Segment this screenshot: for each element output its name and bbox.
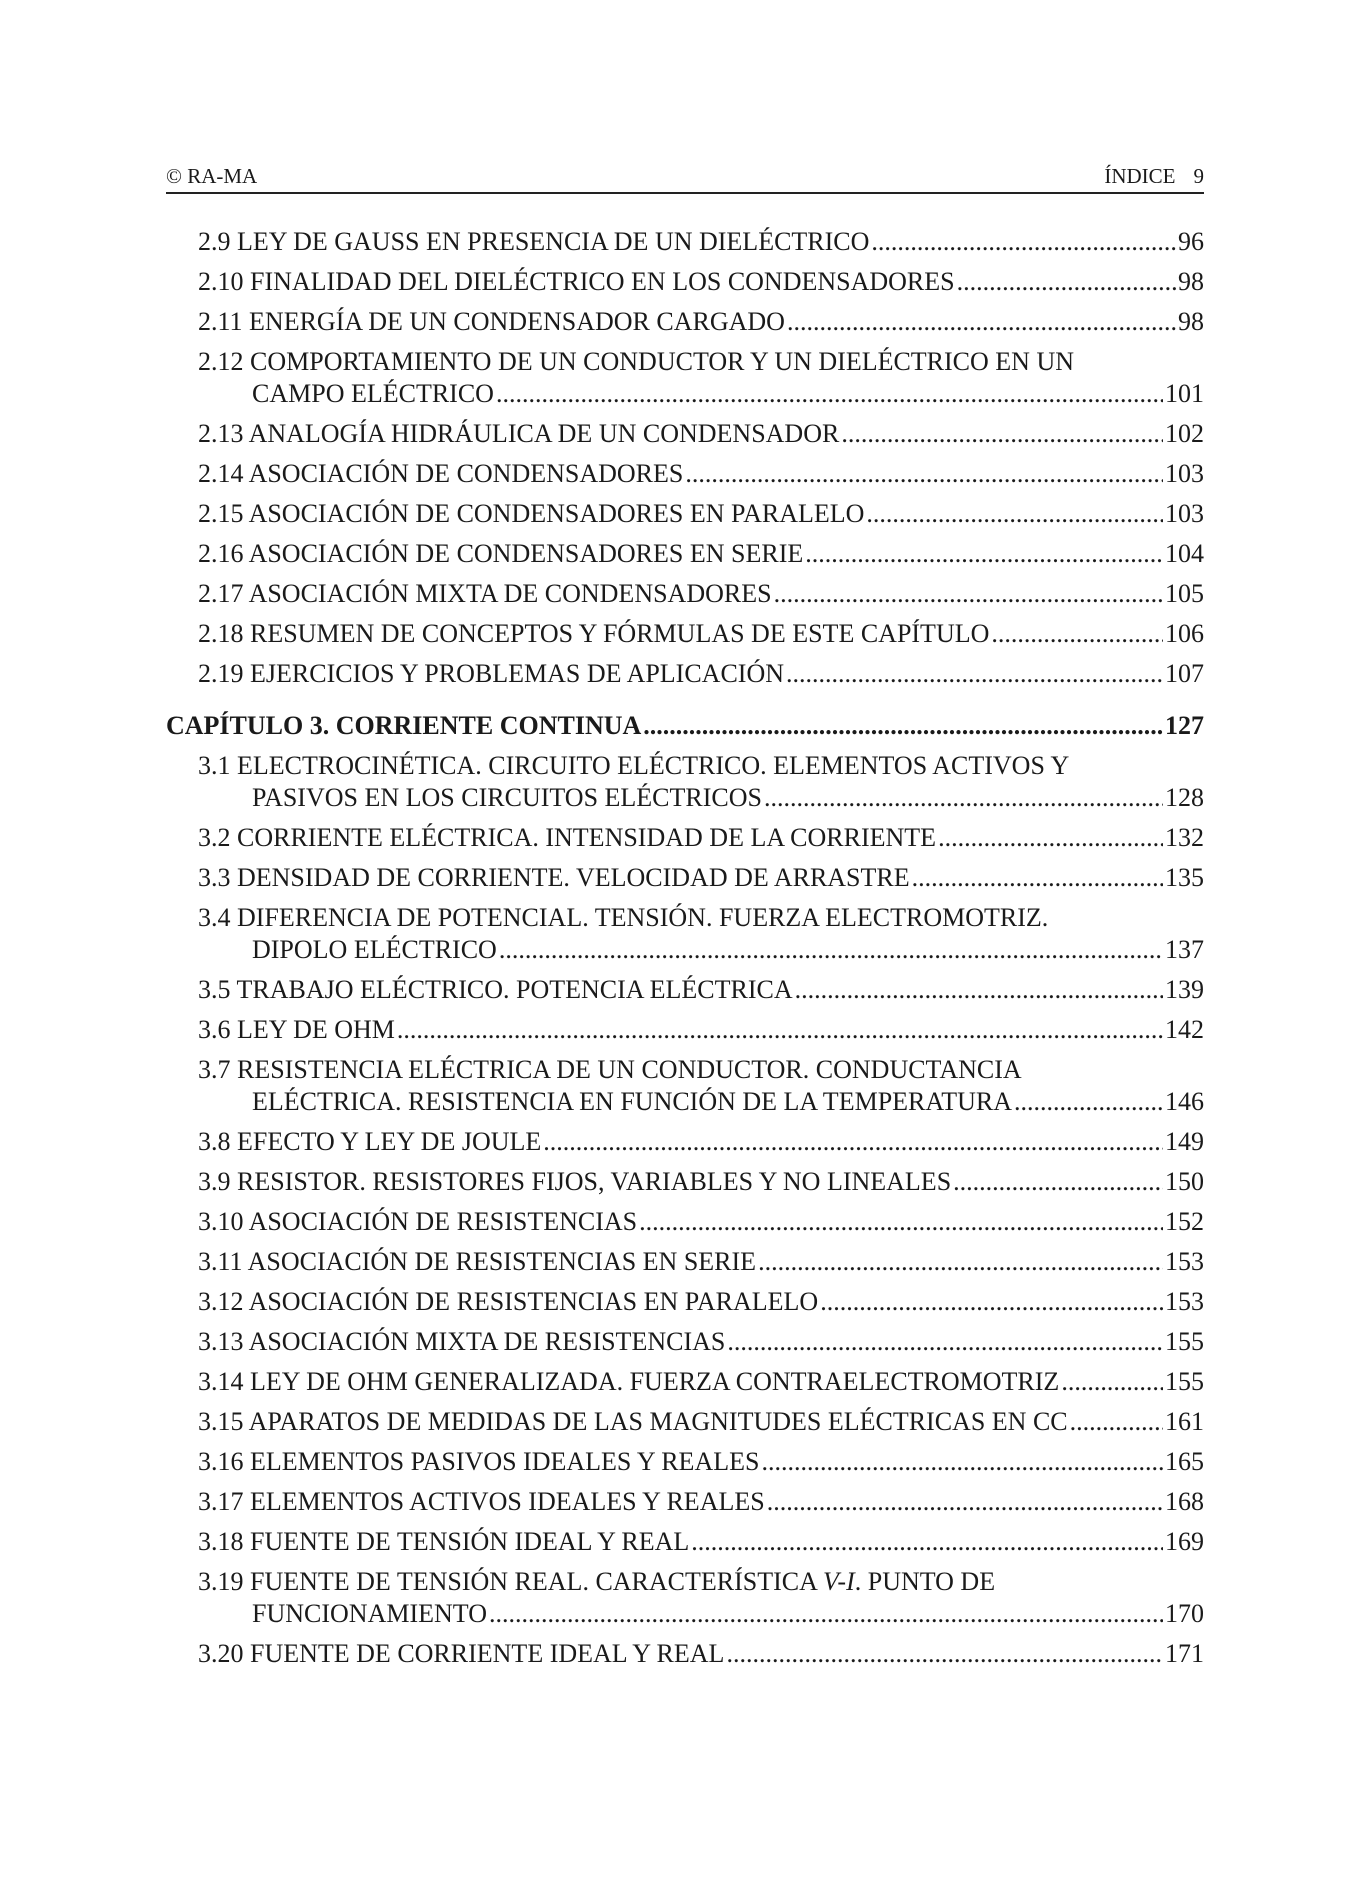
dot-leader: [912, 862, 1163, 894]
toc-entry-title: 3.18 FUENTE DE TENSIÓN IDEAL Y REAL: [198, 1527, 690, 1556]
dot-leader: [866, 498, 1163, 530]
toc-entry-page: 98: [1178, 307, 1204, 336]
toc-entry-title: 2.11 ENERGÍA DE UN CONDENSADOR CARGADO: [198, 307, 785, 336]
toc-entry-title: 3.20 FUENTE DE CORRIENTE IDEAL Y REAL: [198, 1639, 725, 1668]
dot-leader: [820, 1286, 1163, 1318]
toc-entry: [166, 266, 1204, 298]
toc-entry-title: [198, 1566, 1204, 1598]
toc-entry: [166, 1014, 1204, 1046]
dot-leader: [761, 1446, 1163, 1478]
toc-entry-page: 103: [1165, 459, 1204, 488]
toc-entry-page: 102: [1165, 419, 1204, 448]
toc-entry-page: 137: [1165, 935, 1204, 964]
toc-entry: [166, 498, 1204, 530]
toc-entry: [166, 822, 1204, 854]
toc-entry: [166, 1486, 1204, 1518]
toc-entry-title: 3.11 ASOCIACIÓN DE RESISTENCIAS EN SERIE: [198, 1247, 757, 1276]
toc-entry-page: 106: [1165, 619, 1204, 648]
toc-entry-page: 171: [1165, 1639, 1204, 1668]
toc-entry-title: 3.1 ELECTROCINÉTICA. CIRCUITO ELÉCTRICO. ELEMENTOS ACTIVOS Y: [198, 751, 1070, 780]
toc-chapter-entry: [166, 710, 1204, 742]
dot-leader: [496, 378, 1163, 410]
dot-leader: [726, 1638, 1163, 1670]
toc-entry-title: 2.12 COMPORTAMIENTO DE UN CONDUCTOR Y UN DIELÉCTRICO EN UN: [198, 347, 1075, 376]
dot-leader: [786, 658, 1163, 690]
table-of-contents: [166, 226, 1204, 1678]
dot-leader: [685, 458, 1163, 490]
toc-entry-title-continued: CAMPO ELÉCTRICO: [252, 379, 494, 408]
dot-leader: [1014, 1086, 1163, 1118]
toc-entry-page: 107: [1165, 659, 1204, 688]
dot-leader: [871, 226, 1176, 258]
toc-entry: [166, 578, 1204, 610]
toc-entry: [166, 1526, 1204, 1558]
toc-entry-title: 3.7 RESISTENCIA ELÉCTRICA DE UN CONDUCTOR. CONDUCTANCIA: [198, 1055, 1022, 1084]
toc-entry-title: 2.17 ASOCIACIÓN MIXTA DE CONDENSADORES: [198, 579, 772, 608]
toc-entry-title-part: . PUNTO DE: [854, 1567, 996, 1596]
toc-entry: [166, 346, 1204, 410]
toc-entry-page: 165: [1165, 1447, 1204, 1476]
chapter-title: CAPÍTULO 3. CORRIENTE CONTINUA: [166, 711, 642, 740]
running-head: [1104, 164, 1204, 189]
toc-entry-page: 139: [1165, 975, 1204, 1004]
dot-leader: [727, 1326, 1163, 1358]
toc-entry-title: 3.4 DIFERENCIA DE POTENCIAL. TENSIÓN. FUERZA ELECTROMOTRIZ.: [198, 903, 1049, 932]
toc-entry: [166, 1246, 1204, 1278]
toc-entry: [166, 1566, 1204, 1630]
dot-leader: [774, 578, 1163, 610]
toc-entry-page: 135: [1165, 863, 1204, 892]
toc-entry: [166, 1126, 1204, 1158]
toc-entry: [166, 1446, 1204, 1478]
toc-entry-title: 3.6 LEY DE OHM: [198, 1015, 395, 1044]
toc-entry: [166, 974, 1204, 1006]
dot-leader: [499, 934, 1163, 966]
toc-entry-page: 149: [1165, 1127, 1204, 1156]
toc-entry: [166, 862, 1204, 894]
dot-leader: [758, 1246, 1163, 1278]
toc-entry-title: 3.15 APARATOS DE MEDIDAS DE LAS MAGNITUDES ELÉCTRICAS EN CC: [198, 1407, 1068, 1436]
toc-entry-page: 152: [1165, 1207, 1204, 1236]
toc-entry-title: 2.10 FINALIDAD DEL DIELÉCTRICO EN LOS CONDENSADORES: [198, 267, 955, 296]
toc-entry-title-italic: V-I: [822, 1567, 855, 1596]
toc-entry: [166, 750, 1204, 814]
toc-entry-title: 3.8 EFECTO Y LEY DE JOULE: [198, 1127, 542, 1156]
toc-entry: [166, 1054, 1204, 1118]
toc-entry: [166, 658, 1204, 690]
toc-entry-page: 103: [1165, 499, 1204, 528]
dot-leader: [767, 1486, 1163, 1518]
dot-leader: [543, 1126, 1163, 1158]
toc-entry-page: 161: [1165, 1407, 1204, 1436]
toc-entry: [166, 538, 1204, 570]
toc-entry-title: 3.17 ELEMENTOS ACTIVOS IDEALES Y REALES: [198, 1487, 765, 1516]
toc-entry-title: 3.5 TRABAJO ELÉCTRICO. POTENCIA ELÉCTRICA: [198, 975, 793, 1004]
toc-entry-title-continued: ELÉCTRICA. RESISTENCIA EN FUNCIÓN DE LA TEMPERATURA: [252, 1087, 1013, 1116]
dot-leader: [691, 1526, 1163, 1558]
toc-entry: [166, 1326, 1204, 1358]
toc-entry-title-continued: DIPOLO ELÉCTRICO: [252, 935, 497, 964]
dot-leader: [841, 418, 1163, 450]
toc-entry-page: 153: [1165, 1247, 1204, 1276]
dot-leader: [1070, 1406, 1163, 1438]
dot-leader: [957, 266, 1176, 298]
dot-leader: [489, 1598, 1163, 1630]
toc-entry-title: 3.9 RESISTOR. RESISTORES FIJOS, VARIABLES Y NO LINEALES: [198, 1167, 952, 1196]
toc-entry-page: 155: [1165, 1327, 1204, 1356]
toc-entry: [166, 1366, 1204, 1398]
toc-entry-page: 98: [1178, 267, 1204, 296]
toc-entry-page: 169: [1165, 1527, 1204, 1556]
toc-entry-title: 3.2 CORRIENTE ELÉCTRICA. INTENSIDAD DE LA CORRIENTE: [198, 823, 937, 852]
dot-leader: [764, 782, 1163, 814]
toc-entry-title: 2.14 ASOCIACIÓN DE CONDENSADORES: [198, 459, 684, 488]
toc-entry-page: 104: [1165, 539, 1204, 568]
toc-entry: [166, 458, 1204, 490]
dot-leader: [938, 822, 1163, 854]
toc-entry-title-part: 3.19 FUENTE DE TENSIÓN REAL. CARACTERÍSTICA: [198, 1567, 823, 1596]
dot-leader: [953, 1166, 1163, 1198]
toc-entry-page: 142: [1165, 1015, 1204, 1044]
toc-entry-page: 105: [1165, 579, 1204, 608]
section-label: ÍNDICE: [1104, 164, 1176, 188]
dot-leader: [787, 306, 1176, 338]
toc-entry-title-continued: PASIVOS EN LOS CIRCUITOS ELÉCTRICOS: [252, 783, 762, 812]
page-header: [166, 162, 1204, 194]
dot-leader: [991, 618, 1163, 650]
toc-entry-title: 3.14 LEY DE OHM GENERALIZADA. FUERZA CONTRAELECTROMOTRIZ: [198, 1367, 1060, 1396]
toc-entry-page: 132: [1165, 823, 1204, 852]
toc-entry-title: 2.19 EJERCICIOS Y PROBLEMAS DE APLICACIÓN: [198, 659, 785, 688]
toc-entry: [166, 418, 1204, 450]
toc-entry-page: 153: [1165, 1287, 1204, 1316]
toc-entry-title: 2.16 ASOCIACIÓN DE CONDENSADORES EN SERIE: [198, 539, 804, 568]
dot-leader: [1061, 1366, 1163, 1398]
dot-leader: [805, 538, 1163, 570]
toc-entry: [166, 1638, 1204, 1670]
toc-entry: [166, 1406, 1204, 1438]
toc-entry-page: 168: [1165, 1487, 1204, 1516]
toc-entry-page: 146: [1165, 1087, 1204, 1116]
toc-entry: [166, 618, 1204, 650]
dot-leader: [795, 974, 1163, 1006]
header-page-number: 9: [1193, 164, 1204, 188]
toc-entry-title: 3.12 ASOCIACIÓN DE RESISTENCIAS EN PARALELO: [198, 1287, 819, 1316]
toc-entry-page: 170: [1165, 1599, 1204, 1628]
toc-entry-title: 3.16 ELEMENTOS PASIVOS IDEALES Y REALES: [198, 1447, 760, 1476]
toc-entry-title: 2.15 ASOCIACIÓN DE CONDENSADORES EN PARALELO: [198, 499, 865, 528]
toc-entry: [166, 1166, 1204, 1198]
dot-leader: [397, 1014, 1163, 1046]
toc-entry-title-continued: FUNCIONAMIENTO: [252, 1599, 487, 1628]
dot-leader: [643, 710, 1163, 742]
toc-entry-page: 150: [1165, 1167, 1204, 1196]
toc-entry-page: 101: [1165, 379, 1204, 408]
toc-entry-page: 96: [1178, 227, 1204, 256]
toc-entry: [166, 902, 1204, 966]
toc-entry-title: 2.18 RESUMEN DE CONCEPTOS Y FÓRMULAS DE ESTE CAPÍTULO: [198, 619, 990, 648]
toc-entry-title: 3.13 ASOCIACIÓN MIXTA DE RESISTENCIAS: [198, 1327, 726, 1356]
toc-entry: [166, 1286, 1204, 1318]
chapter-page: 127: [1165, 711, 1204, 740]
dot-leader: [639, 1206, 1163, 1238]
toc-entry-title: 3.10 ASOCIACIÓN DE RESISTENCIAS: [198, 1207, 638, 1236]
toc-entry: [166, 226, 1204, 258]
toc-entry-title: 2.9 LEY DE GAUSS EN PRESENCIA DE UN DIELÉCTRICO: [198, 227, 870, 256]
toc-entry-page: 128: [1165, 783, 1204, 812]
publisher-label: © RA-MA: [166, 164, 258, 188]
toc-entry-title: 2.13 ANALOGÍA HIDRÁULICA DE UN CONDENSADOR: [198, 419, 840, 448]
toc-entry: [166, 1206, 1204, 1238]
toc-entry: [166, 306, 1204, 338]
toc-entry-page: 155: [1165, 1367, 1204, 1396]
toc-entry-title: 3.3 DENSIDAD DE CORRIENTE. VELOCIDAD DE ARRASTRE: [198, 863, 910, 892]
